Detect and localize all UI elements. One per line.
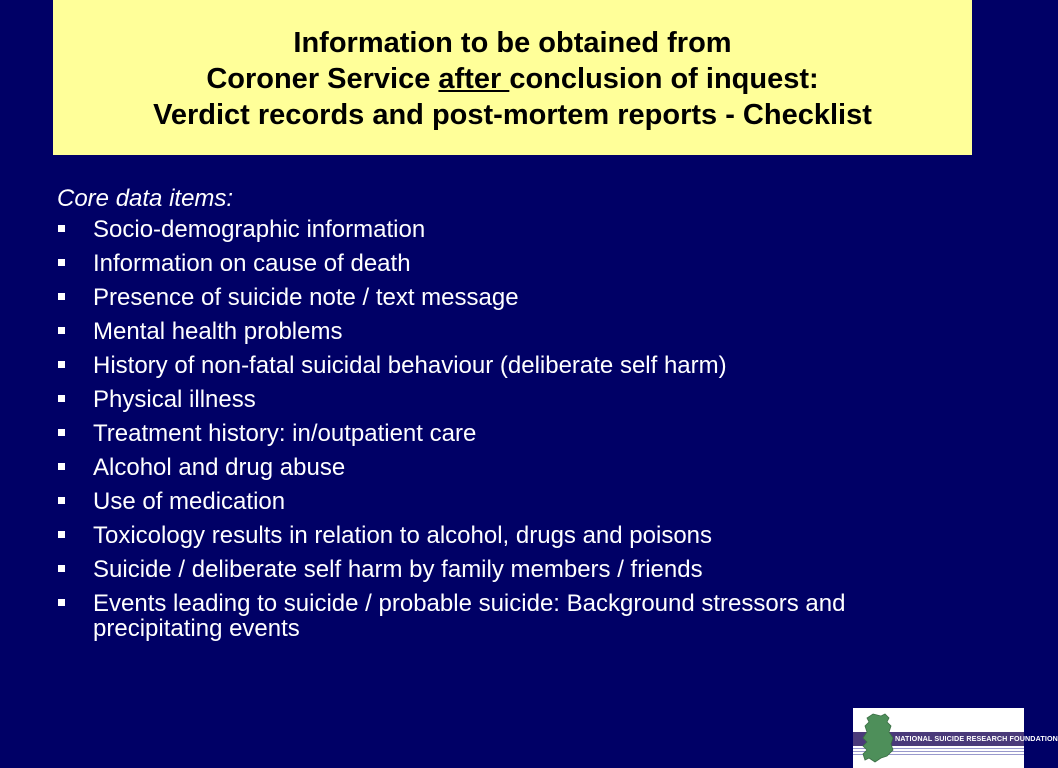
- list-item: [57, 251, 957, 276]
- list-item-text: History of non-fatal suicidal behaviour (deliberate self harm): [93, 352, 727, 379]
- bullet-icon: [58, 361, 65, 368]
- list-item: [57, 455, 957, 480]
- title-line-2-start: Coroner Service: [206, 62, 439, 95]
- bullet-icon: [58, 463, 65, 470]
- title-line-2: [206, 61, 818, 97]
- bullet-icon: [58, 293, 65, 300]
- list-item: [57, 353, 957, 378]
- bullet-icon: [58, 327, 65, 334]
- list-item-text: Events leading to suicide / probable suicide: Background stressors and precipitating events: [93, 590, 846, 642]
- bullet-icon: [58, 395, 65, 402]
- title-line-3: Verdict records and post-mortem reports - Checklist: [153, 98, 872, 131]
- list-item-text: Mental health problems: [93, 318, 343, 345]
- bullet-icon: [58, 531, 65, 538]
- ireland-map-icon: [859, 712, 899, 764]
- list-item: [57, 557, 957, 582]
- list-item-text: Use of medication: [93, 488, 286, 515]
- list-item-text: Physical illness: [93, 386, 256, 413]
- list-item-text: Presence of suicide note / text message: [93, 284, 519, 311]
- bullet-icon: [58, 429, 65, 436]
- list-item: [57, 421, 957, 446]
- list-item-text: Treatment history: in/outpatient care: [93, 420, 477, 447]
- bullet-icon: [58, 497, 65, 504]
- checklist: [57, 217, 957, 641]
- core-data-items-heading: Core data items:: [57, 185, 234, 212]
- title-line-2-end: conclusion of inquest:: [509, 62, 819, 95]
- list-item: [57, 489, 957, 514]
- org-name: NATIONAL SUICIDE RESEARCH FOUNDATION: [895, 734, 1058, 743]
- slide-content: [57, 183, 957, 650]
- list-item: [57, 285, 957, 310]
- list-item-text: Information on cause of death: [93, 250, 411, 277]
- list-item: [57, 523, 957, 548]
- list-item: [57, 217, 957, 242]
- bullet-icon: [58, 565, 65, 572]
- list-item: [57, 319, 957, 344]
- list-item: [57, 387, 957, 412]
- title-line-1: Information to be obtained from: [293, 26, 732, 59]
- list-item-text: Alcohol and drug abuse: [93, 454, 346, 481]
- nsrf-logo: [853, 708, 1058, 768]
- list-item-text: Suicide / deliberate self harm by family members / friends: [93, 556, 703, 583]
- list-item-text: Toxicology results in relation to alcohol, drugs and poisons: [93, 522, 713, 549]
- list-item: [57, 591, 957, 641]
- title-box: [53, 0, 972, 155]
- bullet-icon: [58, 259, 65, 266]
- bullet-icon: [58, 225, 65, 232]
- bullet-icon: [58, 599, 65, 606]
- title-underlined-word: after: [438, 62, 510, 95]
- list-item-text: Socio-demographic information: [93, 216, 426, 243]
